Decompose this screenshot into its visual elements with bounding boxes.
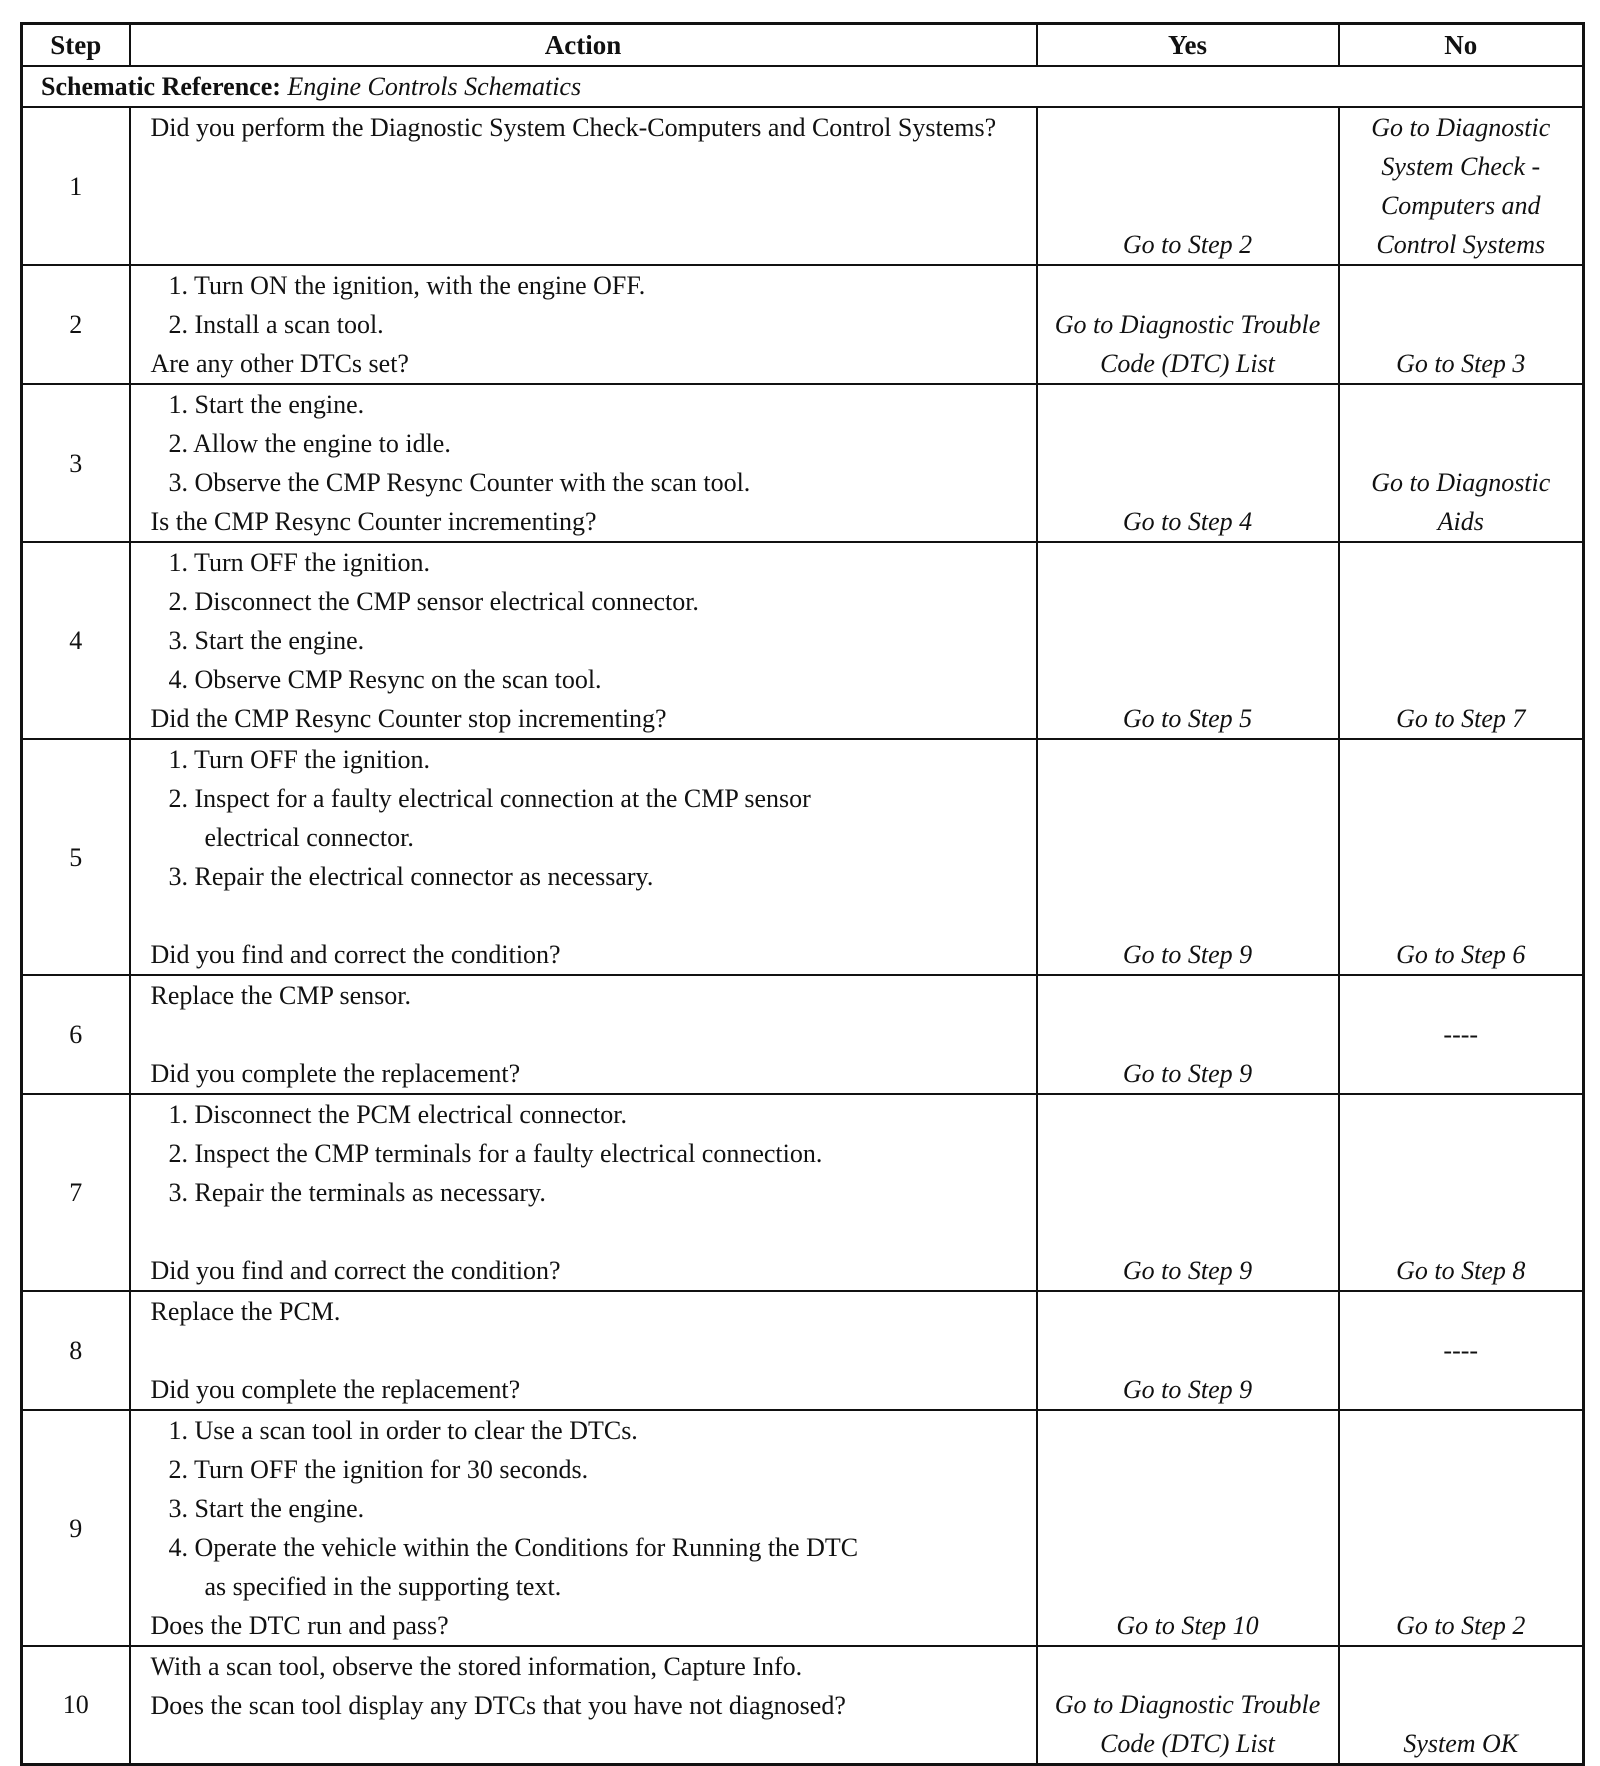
action-item: 2. Disconnect the CMP sensor electrical connector.	[168, 587, 699, 616]
action-cell	[130, 384, 1037, 542]
action-cell	[130, 739, 1037, 975]
action-item: 1. Use a scan tool in order to clear the DTCs.	[168, 1416, 638, 1445]
spacer	[151, 896, 1026, 935]
yes-link[interactable]: Go to Step 5	[1037, 542, 1339, 739]
action-item: 3. Repair the electrical connector as necessary.	[168, 862, 654, 891]
yes-link[interactable]: Go to Step 9	[1037, 1291, 1339, 1410]
table-row	[22, 1410, 1584, 1646]
table-row	[22, 265, 1584, 384]
action-item: 2. Inspect for a faulty electrical connection at the CMP sensor	[168, 784, 811, 813]
action-question: Did you perform the Diagnostic System Check-Computers and Control Systems?	[150, 113, 997, 142]
no-link[interactable]: System OK	[1339, 1646, 1584, 1764]
action-instruction: With a scan tool, observe the stored information, Capture Info.	[150, 1652, 803, 1681]
schematic-reference-link[interactable]: Engine Controls Schematics	[287, 72, 582, 101]
yes-link[interactable]: Go to Step 10	[1037, 1410, 1339, 1646]
header-row	[22, 24, 1584, 67]
table-row	[22, 1646, 1584, 1764]
action-instruction: Replace the PCM.	[150, 1297, 341, 1326]
table-row	[22, 1291, 1584, 1410]
action-item: 3. Repair the terminals as necessary.	[168, 1178, 546, 1207]
step-number: 5	[22, 739, 130, 975]
action-item: 2. Install a scan tool.	[168, 310, 384, 339]
action-cell	[130, 1291, 1037, 1410]
no-link[interactable]: Go to Step 3	[1339, 265, 1584, 384]
action-cell	[130, 1646, 1037, 1764]
header-no: No	[1339, 24, 1584, 67]
action-question: Does the DTC run and pass?	[150, 1611, 449, 1640]
action-cell	[130, 107, 1037, 265]
table-row	[22, 975, 1584, 1094]
action-question: Did the CMP Resync Counter stop incrementing?	[150, 704, 667, 733]
action-question: Did you complete the replacement?	[150, 1375, 521, 1404]
step-number: 4	[22, 542, 130, 739]
step-number: 8	[22, 1291, 130, 1410]
schematic-reference-label: Schematic Reference:	[41, 72, 281, 101]
table-row	[22, 384, 1584, 542]
yes-link[interactable]: Go to Diagnostic Trouble Code (DTC) List	[1037, 1646, 1339, 1764]
action-question: Did you complete the replacement?	[150, 1059, 521, 1088]
action-item: 3. Start the engine.	[168, 1494, 365, 1523]
no-empty-dashes: ----	[1339, 1291, 1584, 1410]
step-number: 6	[22, 975, 130, 1094]
yes-link[interactable]: Go to Step 9	[1037, 1094, 1339, 1291]
no-empty-dashes: ----	[1339, 975, 1584, 1094]
diagnostic-table	[20, 22, 1585, 1766]
header-step: Step	[22, 24, 130, 67]
yes-link[interactable]: Go to Step 9	[1037, 739, 1339, 975]
header-action: Action	[130, 24, 1037, 67]
action-item-continued: as specified in the supporting text.	[204, 1572, 562, 1601]
action-item: 1. Turn OFF the ignition.	[168, 745, 431, 774]
yes-link[interactable]: Go to Step 9	[1037, 975, 1339, 1094]
action-item: 2. Turn OFF the ignition for 30 seconds.	[168, 1455, 589, 1484]
table-row	[22, 542, 1584, 739]
action-item: 1. Turn OFF the ignition.	[168, 548, 431, 577]
no-link[interactable]: Go to Step 7	[1339, 542, 1584, 739]
step-number: 3	[22, 384, 130, 542]
action-cell	[130, 1410, 1037, 1646]
step-number: 10	[22, 1646, 130, 1764]
table-row	[22, 107, 1584, 265]
step-number: 2	[22, 265, 130, 384]
action-question: Did you find and correct the condition?	[150, 1256, 561, 1285]
no-link[interactable]: Go to Step 2	[1339, 1410, 1584, 1646]
action-item: 1. Disconnect the PCM electrical connector.	[168, 1100, 627, 1129]
action-question: Is the CMP Resync Counter incrementing?	[150, 507, 597, 536]
yes-link[interactable]: Go to Step 4	[1037, 384, 1339, 542]
action-item-continued: electrical connector.	[204, 823, 414, 852]
action-question: Did you find and correct the condition?	[150, 940, 561, 969]
step-number: 9	[22, 1410, 130, 1646]
action-item: 2. Allow the engine to idle.	[168, 429, 451, 458]
yes-link[interactable]: Go to Diagnostic Trouble Code (DTC) List	[1037, 265, 1339, 384]
schematic-reference-row	[22, 66, 1584, 107]
step-number: 7	[22, 1094, 130, 1291]
no-link[interactable]: Go to Diagnostic Aids	[1339, 384, 1584, 542]
action-cell	[130, 265, 1037, 384]
action-cell	[130, 542, 1037, 739]
action-item: 4. Operate the vehicle within the Conditions for Running the DTC	[168, 1533, 859, 1562]
yes-link[interactable]: Go to Step 2	[1037, 107, 1339, 265]
spacer	[151, 1331, 1026, 1370]
action-instruction: Replace the CMP sensor.	[150, 981, 411, 1010]
action-question: Does the scan tool display any DTCs that you have not diagnosed?	[150, 1691, 846, 1720]
action-item: 1. Turn ON the ignition, with the engine OFF.	[168, 271, 646, 300]
action-item: 3. Start the engine.	[168, 626, 365, 655]
step-number: 1	[22, 107, 130, 265]
action-item: 2. Inspect the CMP terminals for a faulty electrical connection.	[168, 1139, 823, 1168]
no-link[interactable]: Go to Diagnostic System Check - Computers and Control Systems	[1339, 107, 1584, 265]
action-cell	[130, 1094, 1037, 1291]
action-item: 3. Observe the CMP Resync Counter with the scan tool.	[168, 468, 751, 497]
header-yes: Yes	[1037, 24, 1339, 67]
action-question: Are any other DTCs set?	[150, 349, 409, 378]
action-item: 4. Observe CMP Resync on the scan tool.	[168, 665, 602, 694]
table-row	[22, 1094, 1584, 1291]
no-link[interactable]: Go to Step 8	[1339, 1094, 1584, 1291]
spacer	[151, 1015, 1026, 1054]
no-link[interactable]: Go to Step 6	[1339, 739, 1584, 975]
table-row	[22, 739, 1584, 975]
spacer	[151, 1212, 1026, 1251]
action-cell	[130, 975, 1037, 1094]
action-item: 1. Start the engine.	[168, 390, 365, 419]
